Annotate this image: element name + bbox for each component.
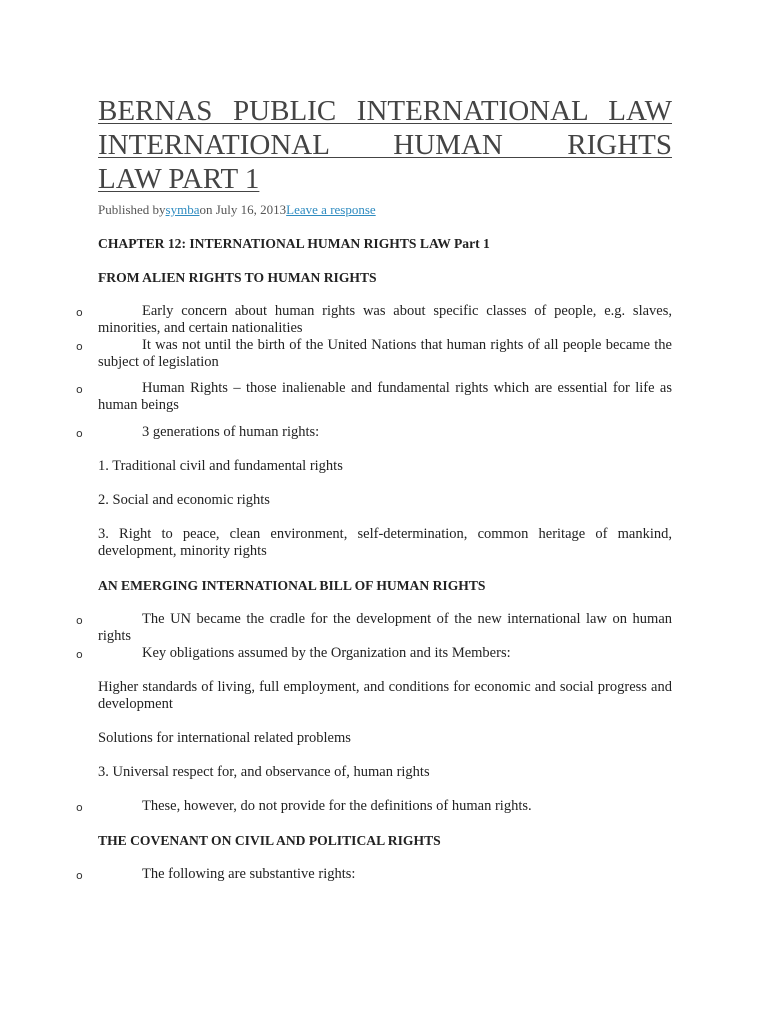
list-item-text: These, however, do not provide for the definitions of human rights. [142,798,532,814]
generation-item-3: 3. Right to peace, clean environment, self-determination, common heritage of mankind, development, minority rights [98,526,672,559]
obligation-item-2: Solutions for international related problems [98,730,351,746]
chapter-heading: CHAPTER 12: INTERNATIONAL HUMAN RIGHTS LAW Part 1 [98,236,490,251]
obligation-item-1: Higher standards of living, full employment, and conditions for economic and social progress and development [98,679,672,712]
title-line-2[interactable]: INTERNATIONAL HUMAN RIGHTS [98,129,672,161]
leave-response-link[interactable]: Leave a response [286,202,376,217]
author-link[interactable]: symba [165,202,200,217]
list-item [76,611,672,645]
post-date: on July 16, 2013 [199,202,287,217]
section-heading-bill-of-rights: AN EMERGING INTERNATIONAL BILL OF HUMAN RIGHTS [98,578,486,593]
bullet-circle-icon: o [76,306,83,319]
list-item [76,645,672,662]
list-item-text: The following are substantive rights: [142,866,356,882]
post-meta [98,202,672,218]
section-heading-civil-political: THE COVENANT ON CIVIL AND POLITICAL RIGHTS [98,833,441,848]
list-item [76,303,672,337]
bullet-circle-icon: o [76,648,83,661]
list-item [76,337,672,371]
published-by-label: Published by [98,202,166,217]
list-item-text: The UN became the cradle for the development of the new international law on human rights [98,611,672,644]
article-title[interactable] [98,94,672,196]
list-item [76,380,672,414]
list-item-text: 3 generations of human rights: [142,424,320,440]
list-item-text: It was not until the birth of the United Nations that human rights of all people became the subject of legislation [98,337,672,370]
list-item [76,798,672,815]
list-item [76,424,672,441]
generation-item-2: 2. Social and economic rights [98,492,270,508]
list-item-text: Early concern about human rights was about specific classes of people, e.g. slaves, minorities, and certain nationalities [98,303,672,336]
bullet-circle-icon: o [76,383,83,396]
bullet-circle-icon: o [76,801,83,814]
bullet-circle-icon: o [76,614,83,627]
bullet-circle-icon: o [76,427,83,440]
generation-item-1: 1. Traditional civil and fundamental rights [98,458,343,474]
article [76,94,672,883]
section-heading-alien-rights: FROM ALIEN RIGHTS TO HUMAN RIGHTS [98,270,377,285]
bullet-circle-icon: o [76,340,83,353]
obligation-item-3: 3. Universal respect for, and observance of, human rights [98,764,430,780]
list-item-text: Key obligations assumed by the Organization and its Members: [142,645,511,661]
title-line-3[interactable]: LAW PART 1 [98,163,260,195]
list-item [76,866,672,883]
list-item-text: Human Rights – those inalienable and fundamental rights which are essential for life as human beings [98,380,672,413]
bullet-circle-icon: o [76,869,83,882]
title-line-1[interactable]: BERNAS PUBLIC INTERNATIONAL LAW [98,95,672,127]
